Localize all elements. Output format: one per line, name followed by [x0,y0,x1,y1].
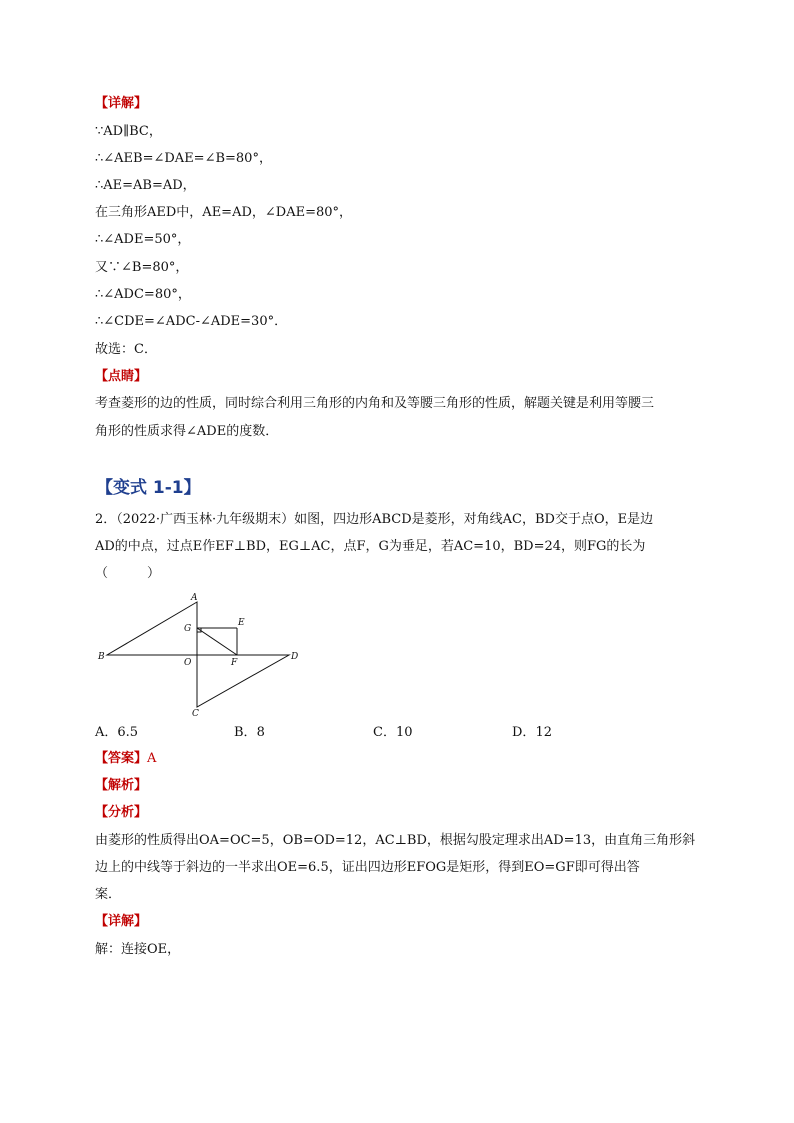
label-o: O [184,658,192,668]
answer-line: 【答案】A [95,751,157,766]
label-f: F [231,658,238,668]
answer-value: A [147,751,157,766]
step-1: ∵AD∥BC， [95,124,162,139]
detail-label-1: 【详解】 [95,96,148,111]
problem2-line-2: AD的中点，过点E作EF⊥BD，EG⊥AC，点F，G为垂足，若AC=10，BD=24，则FG的长为 [95,539,646,554]
option-c: C．10 [373,725,413,740]
analysis-label: 【分析】 [95,805,148,820]
step-2: ∴∠AEB=∠DAE=∠B=80°， [95,151,272,166]
option-a: A．6.5 [95,725,139,740]
label-b: B [98,652,105,662]
comment-line-2: 角形的性质求得∠ADE的度数． [95,424,279,439]
answer-options [95,722,715,744]
label-g: G [184,624,192,634]
comment-line-1: 考查菱形的边的性质，同时综合利用三角形的内角和及等腰三角形的性质，解题关键是利用等腰三 [95,396,655,411]
rhombus-figure [95,590,305,718]
step-5: ∴∠ADE=50°， [95,232,191,247]
analysis-line-1: 由菱形的性质得出OA=OC=5，OB=OD=12，AC⊥BD，根据勾股定理求出AD=13，由直角三角形斜 [95,833,696,848]
detail-label-2: 【详解】 [95,914,148,929]
comment-label: 【点睛】 [95,369,148,384]
analysis-line-2: 边上的中线等于斜边的一半求出OE=6.5，证出四边形EFOG是矩形，得到EO=GF即可得出答 [95,860,640,875]
step-choice: 故选：C． [95,342,157,357]
label-d: D [291,652,299,662]
option-d: D．12 [512,725,552,740]
label-c: C [192,709,199,718]
variant-heading: 【变式 1-1】 [96,478,201,498]
step-4: 在三角形AED中，AE=AD，∠DAE=80°， [95,205,353,220]
problem2-line-3: （ ） [95,566,161,581]
step-8: ∴∠CDE=∠ADC-∠ADE=30°． [95,314,288,329]
option-b: B．8 [234,725,265,740]
step-3: ∴AE=AB=AD， [95,178,196,193]
step-6: 又∵∠B=80°， [95,260,189,275]
problem2-line-1: 2．（2022·广西玉林·九年级期末）如图，四边形ABCD是菱形，对角线AC，BD交于点O，E是边 [95,512,654,527]
analysis-line-3: 案． [95,887,122,902]
segment-fg [197,628,237,655]
detail2-line-1: 解：连接OE， [95,942,181,957]
step-7: ∴∠ADC=80°， [95,287,191,302]
jiexi-label: 【解析】 [95,778,148,793]
label-e: E [238,618,245,628]
label-a: A [191,593,198,603]
